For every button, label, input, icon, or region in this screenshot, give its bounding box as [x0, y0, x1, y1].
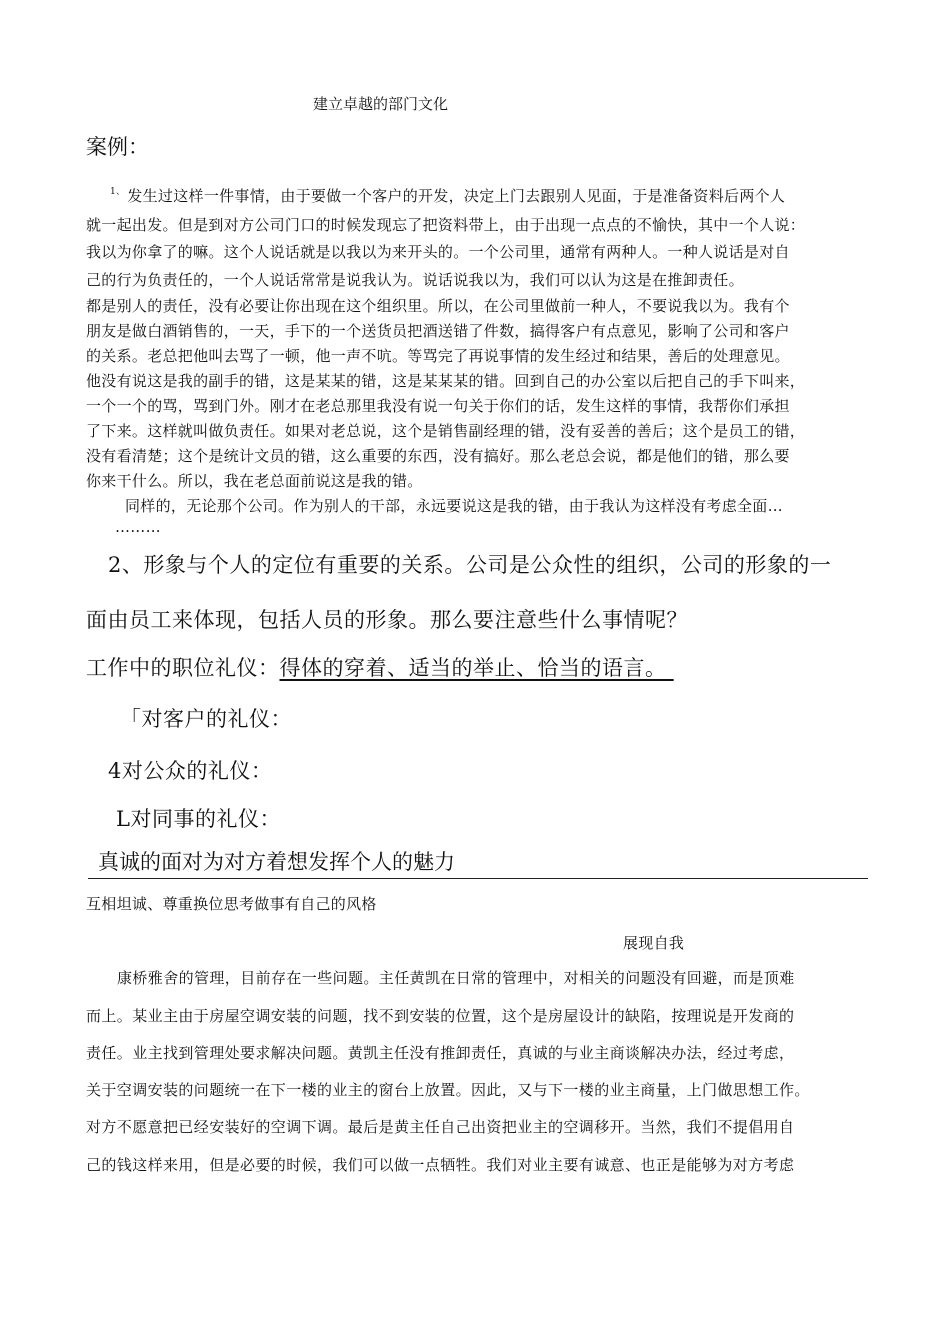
case1-ellipsis: ………: [115, 518, 161, 536]
case1-line-13: 同样的，无论那个公司。作为别人的干部，永远要说这是我的错，由于我认为这样没有考虑全面…: [125, 497, 783, 515]
section2-line-1: 2、形象与个人的定位有重要的关系。公司是公众性的组织，公司的形象的一: [108, 553, 832, 577]
case1-line-12: 你来干什么。所以，我在老总面前说这是我的错。: [86, 472, 423, 490]
section2-line-2: 面由员工来体现，包括人员的形象。那么要注意些什么事情呢？: [86, 608, 688, 632]
case1-number: 1、: [110, 187, 126, 197]
colleague-etiquette: L对同事的礼仪：: [116, 807, 281, 831]
case2-line-6: 己的钱这样来用，但是必要的时候，我们可以做一点牺牲。我们对业主要有诚意、也正是能够为对方考虑: [86, 1156, 795, 1174]
case1-line-11: 没有看清楚；这个是统计文员的错，这么重要的东西，没有搞好。那么老总会说，都是他们的错，那么要: [86, 447, 790, 465]
etiquette-value: 得体的穿着、适当的举止、恰当的语言。: [279, 656, 667, 680]
right-heading: 展现自我: [623, 934, 685, 952]
case1-line-7: 的关系。老总把他叫去骂了一顿，他一声不吭。等骂完了再说事情的发生经过和结果，善后的处理意见。: [86, 347, 790, 365]
case1-line-2: 就一起出发。但是到对方公司门口的时候发现忘了把资料带上，由于出现一点点的不愉快，其中一个人说：: [86, 216, 806, 234]
case2-line-4: 关于空调安装的问题统一在下一楼的业主的窗台上放置。因此，又与下一楼的业主商量，上门做思想工作。: [86, 1081, 810, 1099]
case2-line-5: 对方不愿意把已经安装好的空调下调。最后是黄主任自己出资把业主的空调移开。当然，我们不提倡用自: [86, 1118, 795, 1136]
case1-line-5: 都是别人的责任，没有必要让你出现在这个组织里。所以，在公司里做前一种人，不要说我以为。我有个: [86, 297, 790, 315]
section-heading: 真诚的面对为对方着想发挥个人的魅力: [88, 846, 868, 879]
case1-line-9: 一个一个的骂，骂到门外。刚才在老总那里我没有说一句关于你们的话，发生这样的事情，我帮你们承担: [86, 397, 790, 415]
document-title: 建立卓越的部门文化: [313, 95, 449, 113]
subheading: 互相坦诚、尊重换位思考做事有自己的风格: [86, 895, 377, 913]
case1-line-4: 己的行为负责任的，一个人说话常常是说我认为。说话说我以为，我们可以认为这是在推卸责任。: [86, 271, 744, 289]
etiquette-line: [86, 652, 674, 682]
case1-line-6: 朋友是做白酒销售的，一天，手下的一个送货员把酒送错了件数，搞得客户有点意见，影响了公司和客户: [86, 322, 790, 340]
case1-line-1: $^{1、}$ 发生过这样一件事情，由于要做一个客户的开发，决定上门去跟别人见面，于是准备资料后两个人: [110, 187, 786, 205]
customer-etiquette: 「对客户的礼仪：: [120, 707, 292, 731]
case2-line-3: 责任。业主找到管理处要求解决问题。黄凯主任没有推卸责任，真诚的与业主商谈解决办法，经过考虑，: [86, 1044, 795, 1062]
case2-line-2: 而上。某业主由于房屋空调安装的问题，找不到安装的位置，这个是房屋设计的缺陷，按理说是开发商的: [86, 1007, 795, 1025]
case-label: 案例：: [86, 135, 149, 159]
case1-line-8: 他没有说这是我的副手的错，这是某某的错，这是某某某的错。回到自己的办公室以后把自己的手下叫来，: [86, 372, 806, 390]
case1-line-3: 我以为你拿了的嘛。这个人说话就是以我以为来开头的。一个公司里，通常有两种人。一种人说话是对自: [86, 243, 790, 261]
etiquette-label: 工作中的职位礼仪：: [86, 656, 280, 680]
public-etiquette: 4对公众的礼仪：: [108, 759, 273, 783]
case1-line-10: 了下来。这样就叫做负责任。如果对老总说，这个是销售副经理的错，没有妥善的善后；这个是员工的错，: [86, 422, 806, 440]
case2-line-1: 康桥雅舍的管理，目前存在一些问题。主任黄凯在日常的管理中，对相关的问题没有回避，而是顶难: [117, 969, 795, 987]
